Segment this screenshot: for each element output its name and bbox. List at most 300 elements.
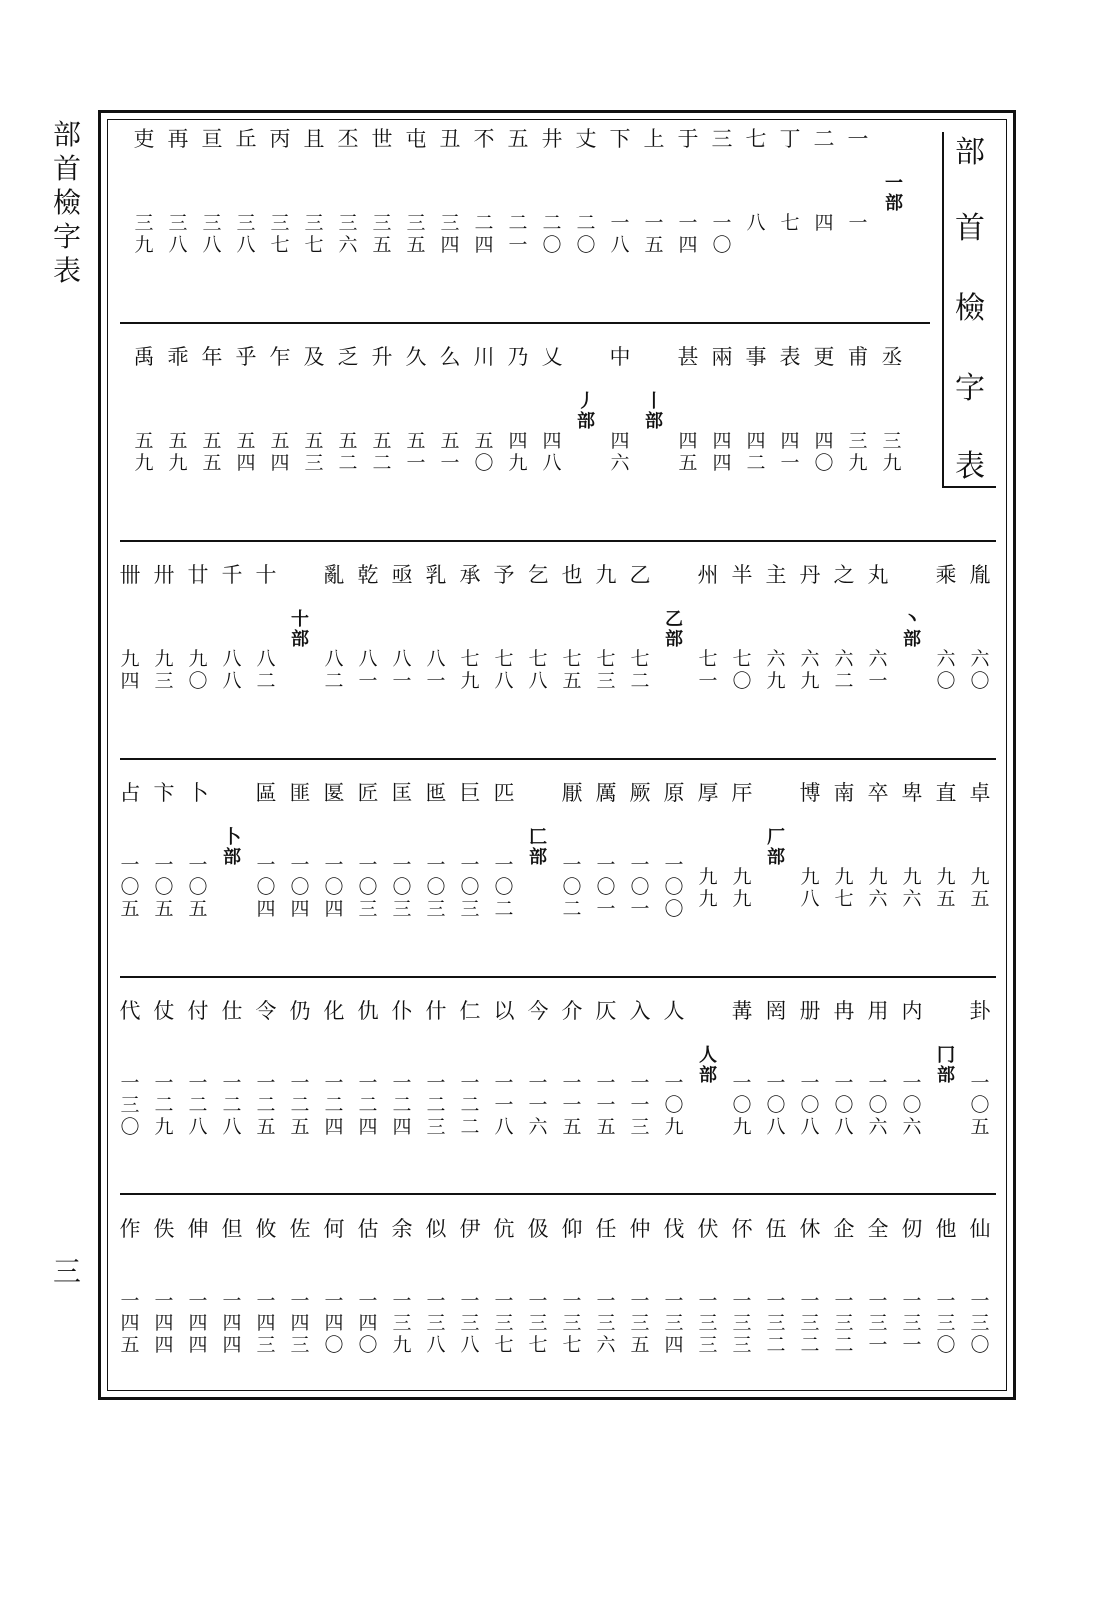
page-ref-digit: 二	[338, 452, 358, 474]
page-ref-digit: 一	[392, 854, 412, 876]
page-ref-digit: 一	[562, 854, 582, 876]
entry-character: 伋	[527, 1217, 549, 1241]
entry-character: 博	[799, 781, 821, 805]
page-ref-digit: 四	[392, 1116, 412, 1138]
page-ref-digit: 三	[562, 1312, 582, 1334]
entry-character: 南	[833, 781, 855, 805]
page-ref-digit: 〇	[188, 876, 208, 898]
page-ref-digit: 一	[562, 1290, 582, 1312]
page-ref-digit: 四	[664, 1334, 684, 1356]
page-ref-digit: 四	[290, 1312, 310, 1334]
entry-character: 内	[901, 999, 923, 1023]
page-ref-digit: 六	[868, 888, 888, 910]
section-divider	[120, 1193, 996, 1195]
page-ref-digit: 七	[562, 648, 582, 670]
entry-character: 卜	[187, 781, 209, 805]
page-ref-digit: 八	[800, 1116, 820, 1138]
page-ref-digit: 四	[188, 1334, 208, 1356]
page-ref-digit: 三	[338, 212, 358, 234]
entry-character: 丕	[337, 127, 359, 151]
page-ref-digit: 三	[732, 1334, 752, 1356]
page-ref-digit: 九	[732, 866, 752, 888]
page-ref-digit: 〇	[188, 670, 208, 692]
page-ref-digit: 五	[936, 888, 956, 910]
page-ref-digit: 一	[426, 1290, 446, 1312]
entry-character: 厭	[561, 781, 583, 805]
page-ref-digit: 九	[902, 866, 922, 888]
entry-character: 乾	[357, 563, 379, 587]
page-ref-digit: 一	[780, 452, 800, 474]
page-ref-digit: 五	[188, 898, 208, 920]
entry-character: 再	[167, 127, 189, 151]
entry-character: 世	[371, 127, 393, 151]
page-ref-digit: 三	[848, 430, 868, 452]
entry-character: 屯	[405, 127, 427, 151]
entry-character: 亟	[391, 563, 413, 587]
page-ref-digit: 一	[732, 1290, 752, 1312]
section-divider	[120, 976, 996, 978]
entry-character: 他	[935, 1217, 957, 1241]
page-ref-digit: 〇	[902, 1094, 922, 1116]
entry-character: 主	[765, 563, 787, 587]
page-ref-digit: 一	[712, 212, 732, 234]
page-ref-digit: 二	[290, 1094, 310, 1116]
page-ref-digit: 四	[154, 1312, 174, 1334]
page-ref-digit: 三	[202, 212, 222, 234]
page-ref-digit: 五	[440, 430, 460, 452]
page-ref-digit: 六	[868, 1116, 888, 1138]
page-ref-digit: 〇	[474, 452, 494, 474]
page-ref-digit: 〇	[814, 452, 834, 474]
page-ref-digit: 一	[392, 1290, 412, 1312]
page-ref-digit: 二	[766, 1334, 786, 1356]
page-ref-digit: 一	[678, 212, 698, 234]
page-ref-digit: 一	[528, 1072, 548, 1094]
page-ref-digit: 三	[460, 1312, 480, 1334]
entry-character: 仄	[595, 999, 617, 1023]
page-ref-digit: 一	[936, 1290, 956, 1312]
page-ref-digit: 八	[188, 1116, 208, 1138]
entry-character: 伏	[697, 1217, 719, 1241]
page-ref-digit: 九	[460, 670, 480, 692]
entry-character: 川	[473, 345, 495, 369]
page-ref-digit: 一	[664, 1072, 684, 1094]
page-ref-digit: 九	[188, 648, 208, 670]
entry-character: 半	[731, 563, 753, 587]
page-ref-digit: 一	[528, 1094, 548, 1116]
panel-title-box	[942, 132, 996, 488]
page-ref-digit: 一	[868, 1290, 888, 1312]
entry-character: 五	[507, 127, 529, 151]
page-ref-digit: 九	[882, 452, 902, 474]
page-ref-digit: 〇	[664, 1094, 684, 1116]
page-ref-digit: 二	[834, 670, 854, 692]
page-ref-digit: 九	[848, 452, 868, 474]
section-divider	[120, 758, 996, 760]
entry-character: 余	[391, 1217, 413, 1241]
entry-character: 乞	[527, 563, 549, 587]
page-ref-digit: 六	[868, 648, 888, 670]
entry-character: 厲	[595, 781, 617, 805]
radical-heading: 丿 部	[577, 391, 595, 432]
page-ref-digit: 一	[800, 1290, 820, 1312]
page-ref-digit: 四	[508, 430, 528, 452]
entry-character: 仁	[459, 999, 481, 1023]
page-ref-digit: 七	[494, 648, 514, 670]
page-ref-digit: 二	[542, 212, 562, 234]
entry-character: 年	[201, 345, 223, 369]
entry-character: 之	[833, 563, 855, 587]
page-ref-digit: 四	[120, 1312, 140, 1334]
section-divider	[120, 540, 996, 542]
entry-character: 伸	[187, 1217, 209, 1241]
page-ref-digit: 二	[562, 898, 582, 920]
page-ref-digit: 四	[358, 1312, 378, 1334]
page-ref-digit: 五	[290, 1116, 310, 1138]
page-ref-digit: 三	[596, 670, 616, 692]
entry-character: 仗	[153, 999, 175, 1023]
page-ref-digit: 一	[154, 1290, 174, 1312]
page-ref-digit: 一	[256, 1290, 276, 1312]
page-ref-digit: 一	[256, 854, 276, 876]
entry-character: 匜	[425, 781, 447, 805]
entry-character: 仰	[561, 1217, 583, 1241]
page-ref-digit: 〇	[494, 876, 514, 898]
page-ref-digit: 七	[780, 212, 800, 234]
page-ref-digit: 一	[358, 1072, 378, 1094]
entry-character: 且	[303, 127, 325, 151]
entry-character: 卓	[969, 781, 991, 805]
page-ref-digit: 一	[508, 234, 528, 256]
page-ref-digit: 〇	[562, 876, 582, 898]
page-ref-digit: 八	[236, 234, 256, 256]
entry-character: 州	[697, 563, 719, 587]
page-number: 三	[52, 1255, 81, 1288]
page-ref-digit: 三	[596, 1312, 616, 1334]
page-ref-digit: 八	[222, 1116, 242, 1138]
page-ref-digit: 九	[970, 866, 990, 888]
page-ref-digit: 一	[800, 1072, 820, 1094]
entry-character: 厚	[697, 781, 719, 805]
entry-character: 表	[779, 345, 801, 369]
entry-character: 二	[813, 127, 835, 151]
entry-character: 乏	[337, 345, 359, 369]
page-ref-digit: 七	[270, 234, 290, 256]
entry-character: 何	[323, 1217, 345, 1241]
entry-character: 三	[711, 127, 733, 151]
entry-character: 仍	[289, 999, 311, 1023]
page-ref-digit: 五	[970, 1116, 990, 1138]
radical-heading: 厂 部	[767, 827, 785, 868]
page-ref-digit: 八	[800, 888, 820, 910]
page-ref-digit: 九	[732, 1116, 752, 1138]
page-ref-digit: 一	[868, 670, 888, 692]
page-ref-digit: 二	[222, 1094, 242, 1116]
page-ref-digit: 三	[426, 1312, 446, 1334]
entry-character: 令	[255, 999, 277, 1023]
page-ref-digit: 〇	[426, 876, 446, 898]
page-ref-digit: 六	[338, 234, 358, 256]
entry-character: 卑	[901, 781, 923, 805]
entry-character: 廿	[187, 563, 209, 587]
radical-heading: 丨 部	[645, 391, 663, 432]
page-ref-digit: 二	[746, 452, 766, 474]
page-ref-digit: 四	[324, 1312, 344, 1334]
page-ref-digit: 〇	[664, 876, 684, 898]
entry-character: 册	[799, 999, 821, 1023]
page-ref-digit: 一	[120, 854, 140, 876]
page-ref-digit: 九	[120, 648, 140, 670]
page-ref-digit: 一	[596, 1072, 616, 1094]
page-ref-digit: 五	[406, 430, 426, 452]
page-ref-digit: 六	[902, 1116, 922, 1138]
page-ref-digit: 三	[236, 212, 256, 234]
entry-character: 匪	[289, 781, 311, 805]
page-ref-digit: 七	[732, 648, 752, 670]
page-ref-digit: 九	[936, 866, 956, 888]
page-ref-digit: 一	[630, 1290, 650, 1312]
page-ref-digit: 一	[848, 212, 868, 234]
page-ref-digit: 一	[426, 670, 446, 692]
page-ref-digit: 一	[358, 670, 378, 692]
page-ref-digit: 五	[270, 430, 290, 452]
page-ref-digit: 四	[712, 430, 732, 452]
entry-character: 丸	[867, 563, 889, 587]
entry-character: 估	[357, 1217, 379, 1241]
page-ref-digit: 八	[610, 234, 630, 256]
entry-character: 上	[643, 127, 665, 151]
page-ref-digit: 三	[698, 1334, 718, 1356]
entry-character: 付	[187, 999, 209, 1023]
page-ref-digit: 四	[270, 452, 290, 474]
entry-character: 全	[867, 1217, 889, 1241]
entry-character: 匹	[493, 781, 515, 805]
page-ref-digit: 一	[460, 1072, 480, 1094]
page-ref-digit: 八	[494, 1116, 514, 1138]
page-ref-digit: 六	[596, 1334, 616, 1356]
page-ref-digit: 八	[528, 670, 548, 692]
page-ref-digit: 三	[732, 1312, 752, 1334]
page-ref-digit: 一	[630, 898, 650, 920]
page-ref-digit: 五	[120, 1334, 140, 1356]
page-ref-digit: 一	[970, 1072, 990, 1094]
page-ref-digit: 一	[188, 1072, 208, 1094]
page-ref-digit: 七	[494, 1334, 514, 1356]
page-ref-digit: 一	[426, 854, 446, 876]
page-ref-digit: 一	[120, 1290, 140, 1312]
page-ref-digit: 二	[188, 1094, 208, 1116]
page-ref-digit: 二	[392, 1094, 412, 1116]
entry-character: 乘	[935, 563, 957, 587]
page-ref-digit: 一	[834, 1072, 854, 1094]
page-ref-digit: 一	[610, 212, 630, 234]
page-ref-digit: 二	[630, 670, 650, 692]
page-ref-digit: 三	[426, 1116, 446, 1138]
entry-character: 似	[425, 1217, 447, 1241]
page-ref-digit: 三	[304, 452, 324, 474]
page-ref-digit: 三	[902, 1312, 922, 1334]
page-ref-digit: 一	[698, 670, 718, 692]
entry-character: 匽	[323, 781, 345, 805]
page-ref-digit: 一	[358, 1290, 378, 1312]
entry-character: 丙	[269, 127, 291, 151]
radical-heading: 丶 部	[903, 609, 921, 650]
page-ref-digit: 九	[508, 452, 528, 474]
page-ref-digit: 三	[970, 1312, 990, 1334]
page-ref-digit: 一	[494, 854, 514, 876]
entry-character: 佚	[153, 1217, 175, 1241]
page-ref-digit: 〇	[596, 876, 616, 898]
page-ref-digit: 九	[392, 1334, 412, 1356]
entry-character: 予	[493, 563, 515, 587]
entry-character: 什	[425, 999, 447, 1023]
page-ref-digit: 一	[644, 212, 664, 234]
entry-character: 禹	[133, 345, 155, 369]
page-ref-digit: 九	[800, 866, 820, 888]
page-ref-digit: 〇	[392, 876, 412, 898]
entry-character: 匡	[391, 781, 413, 805]
panel-title-char: 檢	[955, 291, 985, 326]
page-ref-digit: 三	[392, 1312, 412, 1334]
side-title: 部首檢字表	[52, 118, 81, 287]
entry-character: 事	[745, 345, 767, 369]
entry-character: 久	[405, 345, 427, 369]
page-ref-digit: 二	[800, 1334, 820, 1356]
entry-character: 罔	[765, 999, 787, 1023]
entry-character: 仇	[357, 999, 379, 1023]
entry-character: 伉	[493, 1217, 515, 1241]
entry-character: 兩	[711, 345, 733, 369]
page-ref-digit: 三	[882, 430, 902, 452]
page-ref-digit: 〇	[970, 1334, 990, 1356]
page-ref-digit: 五	[120, 898, 140, 920]
entry-character: 代	[119, 999, 141, 1023]
page-ref-digit: 八	[358, 648, 378, 670]
page-ref-digit: 四	[120, 670, 140, 692]
page-ref-digit: 一	[494, 1072, 514, 1094]
page-ref-digit: 〇	[324, 876, 344, 898]
page-ref-digit: 一	[222, 1072, 242, 1094]
page-ref-digit: 四	[256, 898, 276, 920]
page-ref-digit: 七	[630, 648, 650, 670]
entry-character: 中	[609, 345, 631, 369]
entry-character: 乖	[167, 345, 189, 369]
entry-character: 升	[371, 345, 393, 369]
entry-character: 九	[595, 563, 617, 587]
entry-character: 丞	[881, 345, 903, 369]
entry-character: 七	[745, 127, 767, 151]
page-ref-digit: 八	[766, 1116, 786, 1138]
page-ref-digit: 一	[902, 1072, 922, 1094]
page-ref-digit: 四	[236, 452, 256, 474]
page-ref-digit: 七	[698, 648, 718, 670]
page-ref-digit: 四	[542, 430, 562, 452]
page-ref-digit: 〇	[120, 876, 140, 898]
entry-character: 下	[609, 127, 631, 151]
page-ref-digit: 六	[800, 648, 820, 670]
entry-character: 乃	[507, 345, 529, 369]
page-ref-digit: 二	[256, 670, 276, 692]
page-ref-digit: 九	[800, 670, 820, 692]
page-ref-digit: 七	[528, 648, 548, 670]
entry-character: 巨	[459, 781, 481, 805]
page-ref-digit: 三	[168, 212, 188, 234]
page-ref-digit: 一	[460, 1290, 480, 1312]
page-ref-digit: 八	[426, 1334, 446, 1356]
page-ref-digit: 〇	[154, 876, 174, 898]
entry-character: 入	[629, 999, 651, 1023]
radical-heading: 人 部	[699, 1045, 717, 1086]
page-ref-digit: 二	[426, 1094, 446, 1116]
radical-heading: 卜 部	[223, 827, 241, 868]
page-ref-digit: 八	[746, 212, 766, 234]
page-ref-digit: 九	[732, 888, 752, 910]
page-ref-digit: 三	[528, 1312, 548, 1334]
page-ref-digit: 三	[372, 212, 392, 234]
page-ref-digit: 〇	[936, 670, 956, 692]
entry-character: 卌	[119, 563, 141, 587]
page-ref-digit: 三	[440, 212, 460, 234]
page-frame	[98, 110, 1016, 1400]
page-ref-digit: 四	[474, 234, 494, 256]
page-ref-digit: 〇	[732, 1094, 752, 1116]
page-ref-digit: 八	[222, 670, 242, 692]
page-ref-digit: 一	[494, 1094, 514, 1116]
page-ref-digit: 一	[358, 854, 378, 876]
entry-character: 乍	[269, 345, 291, 369]
page-ref-digit: 一	[324, 1072, 344, 1094]
entry-character: 千	[221, 563, 243, 587]
page-ref-digit: 〇	[576, 234, 596, 256]
page-ref-digit: 一	[596, 898, 616, 920]
page-ref-digit: 一	[324, 1290, 344, 1312]
page-ref-digit: 四	[440, 234, 460, 256]
entry-character: 及	[303, 345, 325, 369]
page-ref-digit: 四	[712, 452, 732, 474]
page-ref-digit: 五	[678, 452, 698, 474]
entry-character: 亂	[323, 563, 345, 587]
page-ref-digit: 一	[698, 1290, 718, 1312]
entry-character: 卅	[153, 563, 175, 587]
page-ref-digit: 三	[290, 1334, 310, 1356]
entry-character: 卦	[969, 999, 991, 1023]
page-ref-digit: 一	[970, 1290, 990, 1312]
section-divider	[120, 322, 930, 324]
radical-heading: 一 部	[885, 173, 903, 214]
entry-character: 厥	[629, 781, 651, 805]
page-ref-digit: 五	[202, 430, 222, 452]
page-ref-digit: 五	[474, 430, 494, 452]
entry-character: 乙	[629, 563, 651, 587]
panel-title-char: 字	[955, 371, 985, 406]
page-ref-digit: 八	[494, 670, 514, 692]
entry-character: 企	[833, 1217, 855, 1241]
page-ref-digit: 〇	[120, 1116, 140, 1138]
entry-character: 卒	[867, 781, 889, 805]
entry-character: 仙	[969, 1217, 991, 1241]
page-ref-digit: 二	[508, 212, 528, 234]
page-ref-digit: 八	[834, 1116, 854, 1138]
page-ref-digit: 一	[290, 1072, 310, 1094]
entry-character: 人	[663, 999, 685, 1023]
entry-character: 直	[935, 781, 957, 805]
page-ref-digit: 四	[746, 430, 766, 452]
page-ref-digit: 五	[372, 234, 392, 256]
page-ref-digit: 二	[256, 1094, 276, 1116]
page-ref-digit: 五	[202, 452, 222, 474]
entry-character: 匠	[357, 781, 379, 805]
entry-character: 甫	[847, 345, 869, 369]
